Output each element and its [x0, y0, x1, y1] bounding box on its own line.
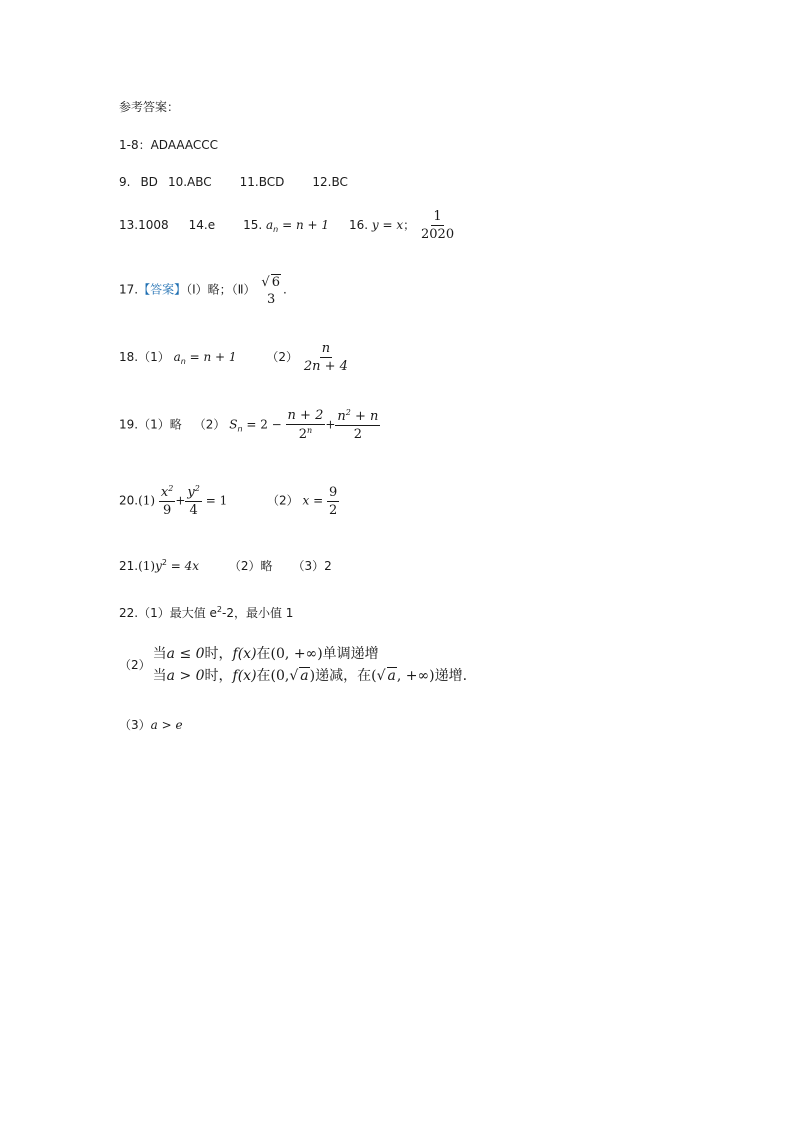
answer-21: $21.(1)y^2 = 4x$ （2）略 （3）2 [119, 558, 332, 573]
answer-17: 17.【答案】（Ⅰ）略；（Ⅱ） √ 6 3 . [119, 275, 287, 307]
answer-tag: 【答案】 [138, 282, 187, 297]
fraction-1-2020: $\frac{1}{2020}$ [421, 209, 455, 242]
answer-18: 18.（1） $a_n = n + 1$ （2） $\frac{n}{2n + 4}$ [119, 341, 348, 374]
answer-22-part1: 22.（1）最大值 $e^2-2$，最小值 1 [119, 605, 294, 620]
answers-1-8: 1-8：ADAAACCC [119, 138, 219, 152]
answer-19: 19.（1）略 （2） $S_n = 2$ − $\frac{n + 2}{2^n}$ + $\frac{n^2 + n}{2}$ [119, 408, 379, 442]
answer-20: 20.(1) $\frac{x^2}{9}$ + $\frac{y^2}{4}$ = 1 （2） x = $\frac{9}{2}$ [119, 484, 338, 518]
answers-13-16: 13.1008 14.e 15. $a_n = n + 1$ 16. y = x； $\frac{1}{2020}$ [119, 209, 455, 242]
heading: 参考答案： [119, 100, 180, 114]
answer-22-part3: （3）a > e [119, 718, 183, 732]
answer-22-part2: （2） 当a ≤ 0时，f(x)在(0, +∞)单调递增 当a > 0时，f(x)在(0,√ a)递减，在(√ a, +∞)递增. [119, 646, 468, 684]
answers-9-12: 9. BD 10.ABC 11.BCD 12.BC [119, 175, 348, 189]
